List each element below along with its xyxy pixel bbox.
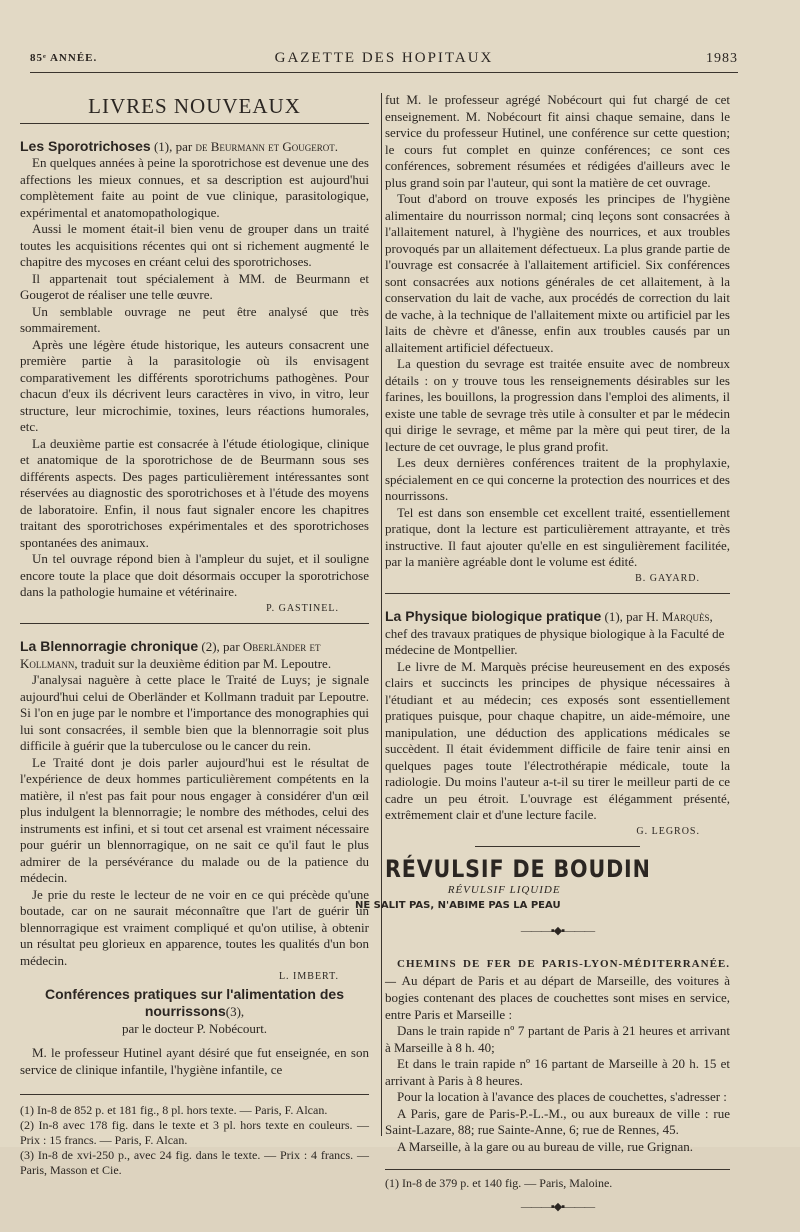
journal-title: GAZETTE DES HOPITAUX bbox=[274, 50, 494, 66]
article-authors: Oberländer et Kollmann bbox=[20, 639, 321, 671]
footnote-rule bbox=[385, 1169, 730, 1170]
column-divider bbox=[381, 93, 382, 1136]
article-blennorragie bbox=[20, 638, 369, 986]
footnote: (1) In-8 de 852 p. et 181 fig., 8 pl. hors texte. — Paris, F. Alcan. bbox=[20, 1103, 328, 1117]
advert-title: RÉVULSIF DE BOUDIN bbox=[385, 855, 651, 883]
article-ref: (3), bbox=[225, 1004, 245, 1019]
page-header bbox=[30, 50, 738, 74]
article-sporotrichoses bbox=[20, 138, 369, 618]
header-year: 85ᵉ ANNÉE. bbox=[30, 52, 98, 64]
paragraph: Le Traité dont je dois parler aujourd'hui est le résultat de l'expérience de deux hommes particulièrement compétents en la matière, il n'est pas fait pour nous engager à considérer d'un œil plus indulgent la blennorragie; le nombre des méthodes, celui des instruments est infini, et si tout cet arsenal est vraiment nécessaire pour guérir un blennorragique, on ne sait ce qu'il faut le plus admirer de la persévérance du malade ou de la patience du médecin. bbox=[20, 754, 369, 885]
advert-tagline bbox=[355, 882, 561, 915]
article-title: Les Sporotrichoses bbox=[20, 137, 151, 154]
article-heading bbox=[20, 138, 369, 156]
advertisement bbox=[355, 855, 730, 915]
article-title: La Physique biologique pratique bbox=[385, 608, 602, 624]
article-title: La Blennorragie chronique bbox=[20, 638, 199, 654]
section-title: LIVRES NOUVEAUX bbox=[88, 94, 301, 118]
paragraph: Un tel ouvrage répond bien à l'ampleur du sujet, et il souligne encore toute la place que doit désormais occuper la sporotrichose dans la pathologie humaine et vétérinaire. bbox=[20, 551, 369, 599]
advert-small: NE SALIT PAS, N'ABIME PAS LA PEAU bbox=[355, 900, 561, 911]
signature: P. GASTINEL. bbox=[266, 602, 339, 614]
paragraph: En quelques années à peine la sporotrichose est devenue une des affections les mieux connues, et sa description est aujourd'hui complètement faite au point de vue clinique, parasitologique, expérimental et anatomopathologique. bbox=[20, 155, 369, 220]
article-separator bbox=[385, 593, 730, 594]
paragraph: M. le professeur Hutinel ayant désiré que fut enseignée, en son service de clinique infantile, l'hygiène infantile, ce bbox=[20, 1045, 369, 1077]
section-rule bbox=[20, 123, 369, 124]
article-ref: (1), par bbox=[150, 138, 196, 154]
article-heading bbox=[385, 608, 730, 659]
header-rule bbox=[30, 72, 738, 73]
paragraph: Les deux dernières conférences traitent de la prophylaxie, spécialement en ce qui concerne la protection des nourrices et des nourrissons. bbox=[385, 455, 730, 503]
footnote: (1) In-8 de 379 p. et 140 fig. — Paris, Maloine. bbox=[385, 1176, 613, 1190]
paragraph: Dans le train rapide nº 7 partant de Paris à 21 heures et arrivant à Marseille à 8 h. 40; bbox=[385, 1023, 730, 1055]
paragraph: J'analysai naguère à cette place le Traité de Luys; je signale aujourd'hui celui de Oberländer et Kollmann traduit par Lepoutre. Si l'on en juge par le nombre et l'importance des monographies qui lui sont consacrées, il semble bien que la blennorragie soit plus difficile à guérir que la tuberculose ou le cancer du rein. bbox=[20, 672, 369, 753]
article-subtitle: , chef des travaux pratiques de physique biologique à la Faculté de médecine de Montpellier. bbox=[385, 609, 725, 657]
article-subtitle: , traduit sur la deuxième édition par M. Lepoutre. bbox=[74, 655, 332, 671]
article-authors: de Beurmann et Gougerot. bbox=[195, 138, 339, 154]
paragraph: Pour la location à l'avance des places de couchettes, s'adresser : bbox=[397, 1089, 727, 1104]
signature: B. GAYARD. bbox=[635, 572, 700, 584]
article-conferences bbox=[20, 986, 369, 1079]
railway-lead: Au départ de Paris et au départ de Marseille, des voitures à bogies contenant des places de couchettes sont mises en service, entre Paris et Marseille : bbox=[385, 972, 730, 1022]
paragraph: A Paris, gare de Paris-P.-L.-M., ou aux bureaux de ville : rue Saint-Lazare, 88; rue Sainte-Anne, 6; rue de Rennes, 45. bbox=[385, 1105, 730, 1137]
paragraph: La question du sevrage est traitée ensuite avec de nombreux détails : on y trouve tous les renseignements désirables sur les farines, les bouillons, la progression dans l'emploi des aliments, il existe une table de sevrage très utile à consulter et par le médecin qui dirige le sevrage, et même par la mère qui peut tirer, de la lecture de cet ouvrage, le plus grand profit. bbox=[385, 356, 730, 454]
footnote-rule bbox=[20, 1094, 369, 1095]
paragraph: Je prie du reste le lecteur de ne voir en ce qui précède qu'une boutade, car on ne saurait méconnaître que l'art de guérir un blennorragique est vraiment compliqué et qu'on utilise, à obtenir un résultat peu glorieux en apparence, toutes les qualités d'un bon médecin. bbox=[20, 886, 369, 968]
paragraph: Aussi le moment était-il bien venu de grouper dans un traité toutes les acquisitions récentes qui ont si richement augmenté le chapitre des mycoses en créant celui des sporotrichoses. bbox=[20, 221, 369, 269]
article-title: Conférences pratiques sur l'alimentation des nourrissons bbox=[45, 985, 344, 1019]
paragraph: Il appartenait tout spécialement à MM. de Beurmann et Gougerot de réaliser une telle œuvre. bbox=[20, 270, 369, 302]
signature: L. IMBERT. bbox=[278, 971, 339, 982]
paragraph: Tel est dans son ensemble cet excellent traité, essentiellement pratique, dont la lecture est particulièrement attrayante, et très instructive. Il faut ajouter qu'elle en est singulièrement facilitée, par la manière agréable dont le volume est édité. bbox=[385, 504, 730, 569]
article-byline: par le docteur P. Nobécourt. bbox=[121, 1020, 268, 1036]
article-heading bbox=[20, 986, 369, 1038]
page-number: 1983 bbox=[706, 51, 738, 66]
article-heading bbox=[20, 638, 369, 672]
paragraph: Après une légère étude historique, les auteurs consacrent une première partie à la parasitologie où ils envisagent comparativement les différents sporotrichums pathogènes. Pour chacun d'eux ils décrivent leurs caractères in vivo, in vitro, leur structure, leur microchimie, toxines, leurs réactions humorales, etc. bbox=[20, 336, 369, 434]
footnotes-right bbox=[385, 1176, 730, 1191]
signature: G. LEGROS. bbox=[636, 825, 700, 837]
ornament-divider: ———▪◆▪——— bbox=[520, 1201, 595, 1213]
paragraph: A Marseille, à la gare ou au bureau de ville, rue Grignan. bbox=[397, 1138, 693, 1154]
paragraph: Un semblable ouvrage ne peut être analysé que très sommairement. bbox=[20, 303, 369, 335]
article-physique bbox=[385, 608, 730, 840]
short-separator bbox=[475, 846, 640, 847]
footnote: (3) In-8 de xvi-250 p., avec 24 fig. dans le texte. — Prix : 4 francs. — Paris, Masson et Cie. bbox=[20, 1148, 369, 1177]
paragraph: La deuxième partie est consacrée à l'étude étiologique, clinique et anatomique de la sporotrichose de de Beurmann sous ses différents aspects. Des pages particulièrement intéressantes sont réservées au diagnostic des sporotrichoses et à l'étude des moyens de laboratoire. Enfin, il nous faut signaler encore les chapitres traitant des sporotrichoses expérimentales et des sporotrichoses spontanées des animaux. bbox=[20, 435, 369, 550]
left-column bbox=[20, 92, 369, 1178]
article-ref: (2), par bbox=[198, 639, 243, 654]
ornament-divider: ———▪◆▪——— bbox=[520, 924, 595, 937]
article-authors: Marquès bbox=[661, 609, 710, 624]
paragraph: Le livre de M. Marquès précise heureusement en des exposés clairs et succincts les principes de physique nécessaires à l'étudiant et au médecin; ces exposés sont essentiellement pratiques puisque, pour chaque chapitre, un aide-mémoire, une manipulation, une déduction des applications médicales se succèdent. Il était évidemment difficile de faire tenir ainsi en quelques pages toute l'électrothérapie médicale, toute la radiologie. Du moins l'auteur a-t-il su tirer le meilleur parti de ce cadre un peu étroit. L'ouvrage est élégamment présenté, extrêmement clair et d'une lecture facile. bbox=[385, 658, 730, 822]
paragraph: fut M. le professeur agrégé Nobécourt qui fut chargé de cet enseignement. M. Nobécourt fit ainsi chaque semaine, dans le service du professeur Hutinel, une conférence sur cette question; le cours fut complet en quinze conférences; ce sont ces conférences, sobrement résumées et rédigées d'ailleurs avec le plus grand soin par l'auteur, qui sont la matière de cet ouvrage. bbox=[385, 92, 730, 190]
article-ref: (1), par H. bbox=[601, 609, 662, 624]
right-column bbox=[355, 92, 730, 1232]
footnotes-left bbox=[20, 1103, 369, 1178]
paragraph: Tout d'abord on trouve exposés les principes de l'hygiène alimentaire du nourrisson normal; cinq leçons sont consacrées à l'allaitement naturel, à l'hygiène des nourrices, et aux troubles provoqués par un allaitement défectueux. La plus grande partie de l'ouvrage est consacrée à l'allaitement artificiel. Six conférences sont consacrées aux notions générales de cet allaitement, à la conservation du lait de vache, aux procédés de correction du lait de vache, à la technique de l'allaitement mixte ou artificiel par les laits de chèvre et d'ânesse, enfin aux troubles causés par un allaitement artificiel défectueux. bbox=[385, 191, 730, 355]
footnote: (2) In-8 avec 178 fig. dans le texte et 3 pl. hors texte en couleurs. — Prix : 15 francs. — Paris, F. Alcan. bbox=[20, 1118, 369, 1147]
advert-italic: RÉVULSIF LIQUIDE bbox=[447, 883, 561, 896]
paragraph bbox=[385, 955, 730, 1023]
article-conferences-continued bbox=[385, 92, 730, 587]
article-separator bbox=[20, 623, 369, 624]
railway-title: CHEMINS DE FER DE PARIS-LYON-MÉDITERRANÉE. — bbox=[385, 958, 730, 988]
paragraph: Et dans le train rapide nº 16 partant de Marseille à 20 h. 15 et arrivant à Paris à 8 heures. bbox=[385, 1056, 730, 1088]
railway-notice bbox=[385, 955, 730, 1155]
